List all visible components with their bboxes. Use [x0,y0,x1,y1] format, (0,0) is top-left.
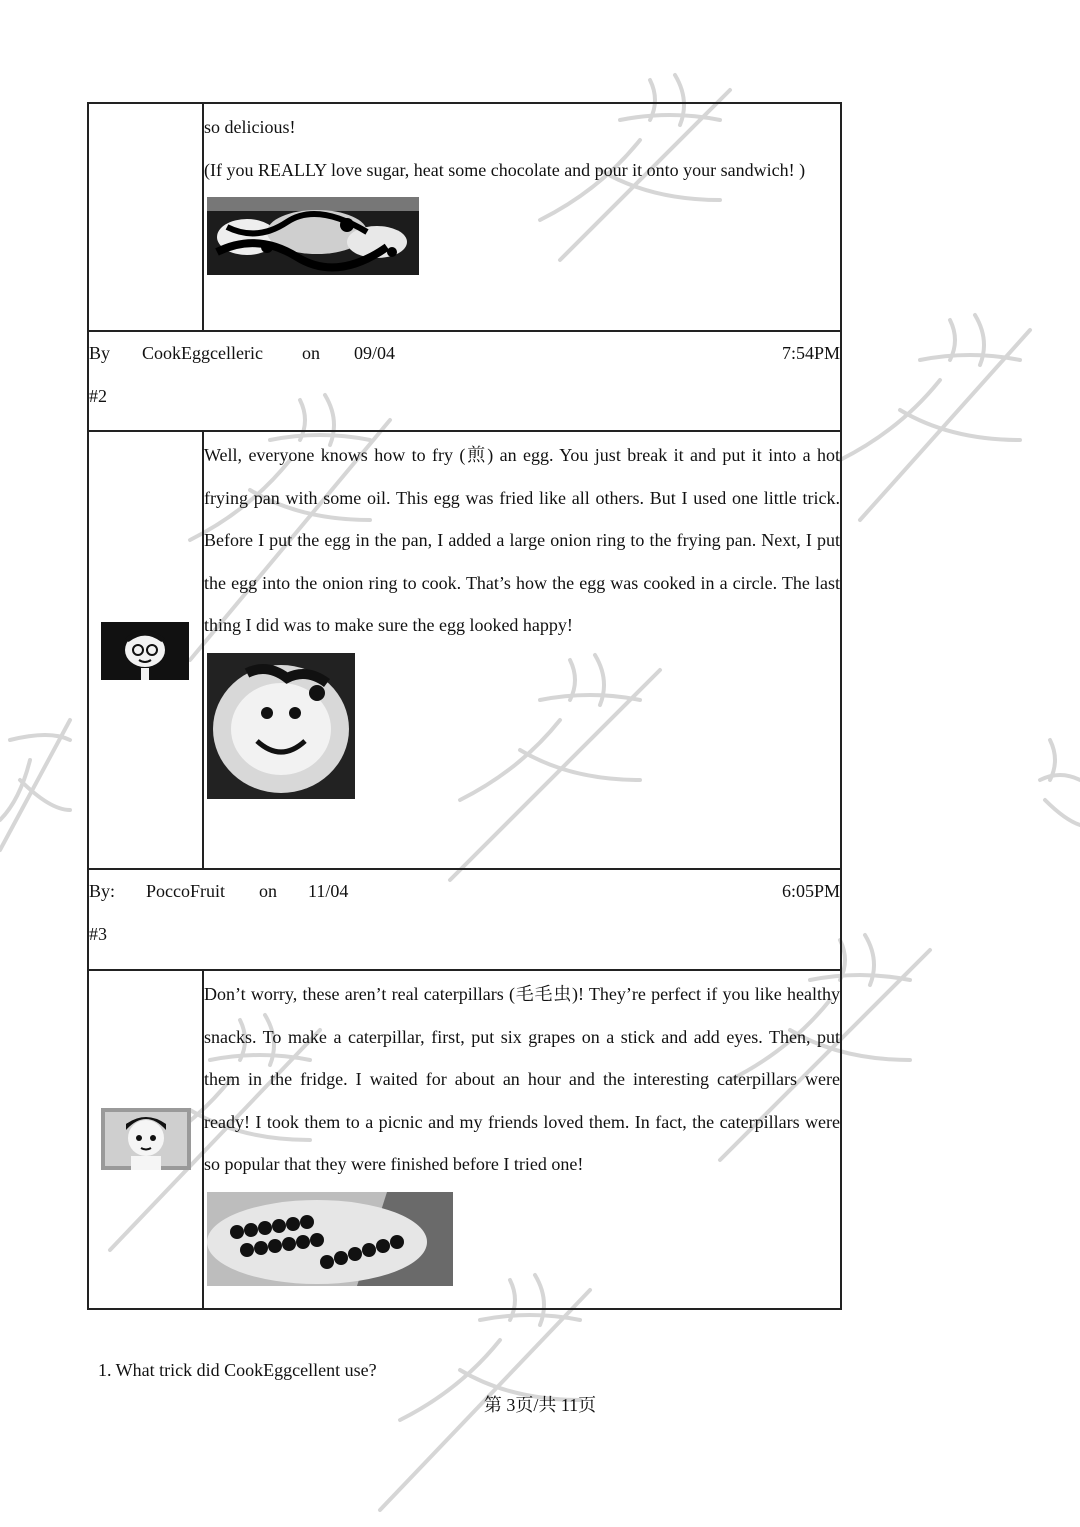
avatar-cell [88,970,203,1309]
post-date: 09/04 [354,343,396,363]
post-row [88,970,841,1309]
post-row [88,431,841,869]
post-content [203,103,841,331]
post-continued-text: so delicious! [204,117,296,137]
post-text: Don’t worry, these aren’t real caterpillars (毛毛虫)! They’re perfect if you like healthy snacks. To make a caterpillar, first, put six grapes on a stick and add eyes. Then, put them in the fridge. I waited for about an hour and the interesting caterpillars were ready! I took them to a picnic and my friends loved them. In fact, the caterpillars were so popular that they were finished before I tried one! [204,984,840,1174]
avatar-cell [88,103,203,331]
question-text: 1. What trick did CookEggcellent use? [98,1360,377,1380]
post-text [204,106,840,191]
post-extra-note: (If you REALLY love sugar, heat some chocolate and pour it onto your sandwich! ) [204,159,806,180]
forum-posts-table [87,102,842,1310]
post-row [88,103,841,331]
post-meta [88,869,841,970]
post-number: #3 [89,923,107,944]
post-number: #2 [89,385,107,406]
post-content [203,431,841,869]
post-text: Well, everyone knows how to fry (煎) an egg. You just break it and put it into a hot frying pan with some oil. This egg was fried like all others. But I used one little trick. Before I put the egg in the pan, I added a large onion ring to the frying pan. Next, I put the egg into the onion ring to cook. That’s how the egg was cooked in a circle. The last thing I did was to make sure the egg looked happy! [204,445,840,635]
avatar-cell [88,431,203,869]
watermark-icon [0,700,80,860]
smiling-egg-photo [207,653,355,799]
on-label: on [259,881,277,901]
post-meta-row [88,331,841,431]
grape-caterpillars-photo [207,1192,453,1286]
post-meta-row [88,869,841,970]
post-meta [88,331,841,431]
page-number: 第 3页/共 11页 [483,1395,597,1415]
post-time: 6:05PM [781,881,840,901]
author-name[interactable]: CookEggcelleric [142,343,263,363]
user-avatar-icon[interactable] [101,1108,191,1170]
post-time: 7:54PM [781,343,840,363]
on-label: on [302,343,320,363]
post-content [203,970,841,1309]
post-date: 11/04 [308,881,349,901]
by-label: By: [89,881,116,901]
author-name[interactable]: PoccoFruit [146,881,225,901]
watermark-icon [1030,720,1080,840]
watermark-icon [820,300,1040,540]
user-avatar-icon[interactable] [101,622,189,680]
by-label: By [89,343,111,363]
chocolate-sandwich-photo [207,197,419,275]
